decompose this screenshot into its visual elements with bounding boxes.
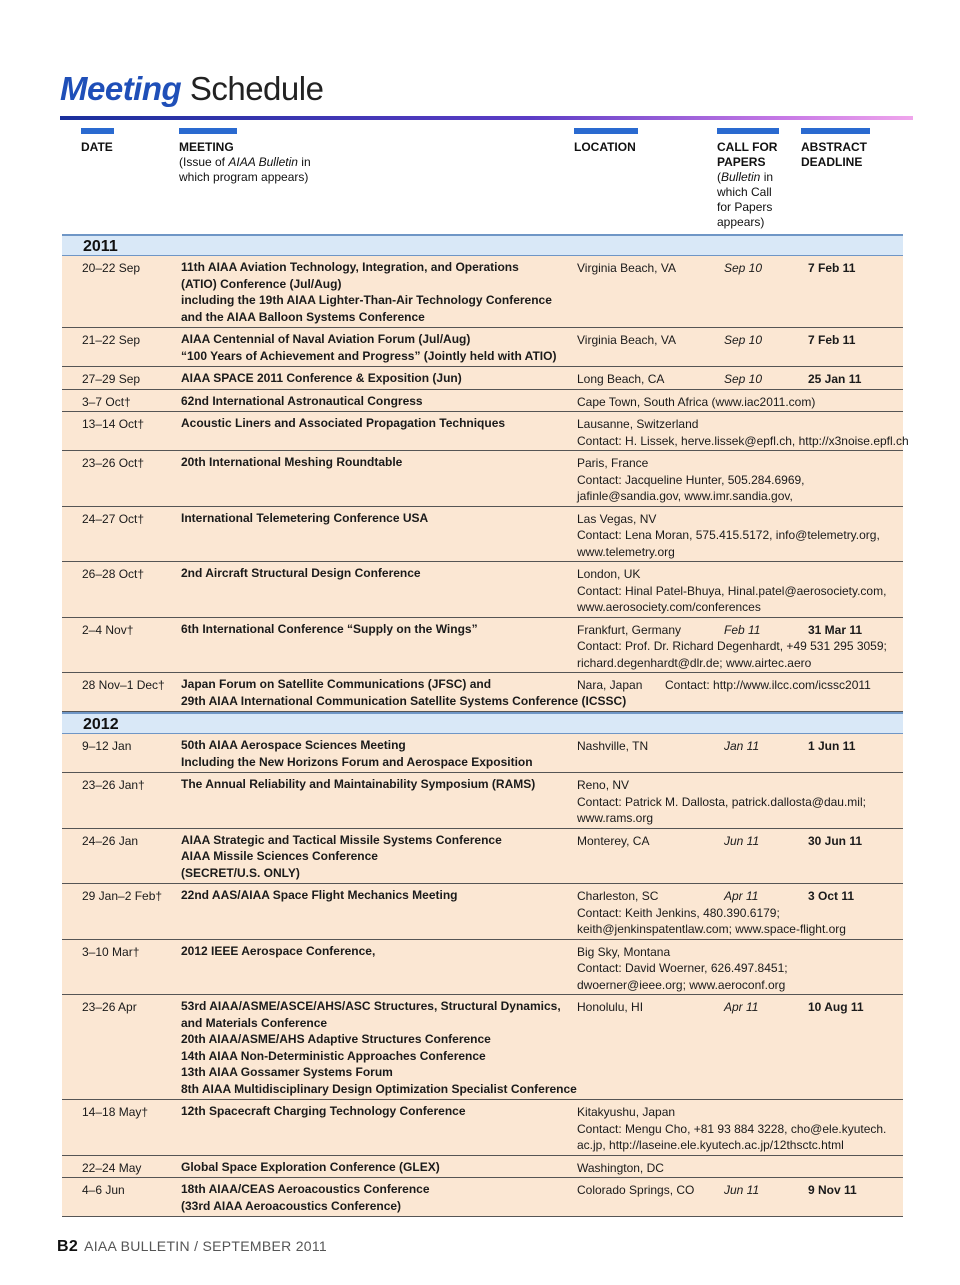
- year-header: 2012: [62, 712, 903, 734]
- meeting-line: Acoustic Liners and Associated Propagation Techniques: [181, 416, 506, 430]
- location-cell: [577, 371, 664, 388]
- date-cell: 3–7 Oct†: [82, 394, 131, 409]
- location-line: Contact: Patrick M. Dallosta, patrick.dallosta@dau.mil;: [577, 794, 866, 809]
- call-for-papers-cell: Apr 11: [724, 889, 759, 903]
- meeting-line: 13th AIAA Gossamer Systems Forum: [181, 1065, 393, 1079]
- meeting-cell: [181, 998, 577, 1097]
- location-line: Virginia Beach, VA: [577, 261, 676, 275]
- meeting-line: [181, 471, 571, 488]
- location-cell: [577, 1160, 664, 1177]
- meeting-line: 14th AIAA Non-Deterministic Approaches Conference: [181, 1048, 486, 1063]
- location-line: ac.jp, http://laseine.ele.kyutech.ac.jp/12thsctc.html: [577, 1138, 844, 1152]
- call-for-papers-cell: Jun 11: [724, 1183, 760, 1197]
- table-row: [62, 562, 903, 618]
- meeting-line: 11th AIAA Aviation Technology, Integration, and Operations: [181, 260, 519, 274]
- meeting-cell: [181, 737, 571, 770]
- meeting-line: [181, 432, 571, 449]
- location-line: Frankfurt, Germany: [577, 622, 682, 637]
- title-bold: Meeting: [60, 70, 182, 107]
- date-cell: 4–6 Jun: [82, 1183, 125, 1197]
- call-for-papers-cell: Jan 11: [724, 739, 760, 753]
- location-line: Contact: Lena Moran, 575.415.5172, info@telemetry.org,: [577, 528, 880, 542]
- date-cell: 20–22 Sep: [82, 261, 141, 275]
- table-row: [62, 451, 903, 507]
- date-cell: 2–4 Nov†: [82, 622, 134, 637]
- location-line: Washington, DC: [577, 1160, 664, 1175]
- footer-text: AIAA BULLETIN / SEPTEMBER 2011: [84, 1238, 328, 1254]
- table-row: [62, 995, 903, 1100]
- location-cell: [577, 394, 815, 411]
- meeting-cell: [181, 776, 571, 826]
- date-cell: 9–12 Jan: [82, 739, 132, 753]
- location-line: richard.degenhardt@dlr.de; www.airtec.aero: [577, 655, 812, 670]
- meeting-cell: [181, 565, 571, 615]
- meeting-line: [181, 487, 571, 504]
- meeting-cell: [181, 415, 571, 448]
- meeting-line: Japan Forum on Satellite Communications (JFSC) and: [181, 677, 492, 691]
- location-cell: [577, 1182, 694, 1199]
- schedule-table: [62, 234, 909, 1217]
- title-rule: [60, 116, 913, 120]
- location-line: jafinle@sandia.gov, www.imr.sandia.gov,: [577, 489, 793, 503]
- meeting-cell: [181, 1159, 571, 1176]
- meeting-line: Global Space Exploration Conference (GLEX): [181, 1159, 440, 1174]
- meeting-line: [181, 582, 571, 599]
- meeting-line: [181, 543, 571, 560]
- header-bar: [801, 128, 870, 134]
- date-cell: 3–10 Mar†: [82, 944, 140, 959]
- abstract-deadline-cell: 31 Mar 11: [808, 622, 863, 637]
- location-line: Long Beach, CA: [577, 372, 665, 386]
- contact-cell: Contact: http://www.ilcc.com/icssc2011: [665, 678, 871, 692]
- call-for-papers-cell: Sep 10: [724, 261, 763, 275]
- location-cell: [577, 332, 676, 349]
- meeting-cell: [181, 370, 571, 387]
- location-line: www.telemetry.org: [577, 544, 675, 559]
- date-cell: 24–27 Oct†: [82, 511, 145, 526]
- header-call-for-papers: CALL FOR PAPERS (Bulletin in which Call for Papers appears): [717, 128, 779, 230]
- abstract-deadline-cell: 30 Jun 11: [808, 833, 863, 848]
- location-line: www.aerosociety.com/conferences: [577, 600, 761, 614]
- meeting-line: 53rd AIAA/ASME/ASCE/AHS/ASC Structures, Structural Dynamics,: [181, 999, 561, 1013]
- location-cell: [577, 455, 805, 505]
- table-row: [62, 673, 903, 712]
- table-row: [62, 1178, 903, 1217]
- abstract-deadline-cell: 10 Aug 11: [808, 1000, 864, 1014]
- table-row: [62, 940, 903, 996]
- location-line: Reno, NV: [577, 778, 630, 792]
- meeting-cell: [181, 887, 571, 937]
- meeting-line: 2012 IEEE Aerospace Conference,: [181, 943, 376, 958]
- year-header: 2011: [62, 234, 903, 256]
- table-row: [62, 412, 909, 451]
- meeting-line: AIAA Missile Sciences Conference: [181, 849, 378, 863]
- date-cell: 14–18 May†: [82, 1105, 149, 1119]
- location-cell: [577, 511, 880, 561]
- location-line: Contact: Mengu Cho, +81 93 884 3228, cho@ele.kyutech.: [577, 1121, 887, 1136]
- location-cell: [577, 738, 648, 755]
- abstract-deadline-cell: 1 Jun 11: [808, 739, 856, 753]
- meeting-line: 50th AIAA Aerospace Sciences Meeting: [181, 738, 406, 752]
- header-bar: [574, 128, 638, 134]
- location-line: Paris, France: [577, 456, 649, 470]
- meeting-line: 2nd Aircraft Structural Design Conference: [181, 566, 421, 580]
- meeting-line: 20th AIAA/ASME/AHS Adaptive Structures Conference: [181, 1032, 491, 1046]
- abstract-deadline-cell: 7 Feb 11: [808, 333, 856, 347]
- header-abstract-deadline: ABSTRACT DEADLINE: [801, 128, 870, 170]
- table-row: [62, 1156, 903, 1179]
- meeting-line: and Materials Conference: [181, 1015, 328, 1030]
- page-footer: [57, 1238, 327, 1256]
- location-cell: [577, 260, 676, 277]
- date-cell: 22–24 May: [82, 1160, 142, 1175]
- date-cell: 26–28 Oct†: [82, 567, 145, 581]
- meeting-line: 12th Spacecraft Charging Technology Conference: [181, 1104, 466, 1118]
- header-bar: [717, 128, 779, 134]
- meeting-cell: [181, 1181, 571, 1214]
- meeting-line: (33rd AIAA Aeroacoustics Conference): [181, 1198, 402, 1213]
- abstract-deadline-cell: 25 Jan 11: [808, 372, 862, 386]
- location-line: Las Vegas, NV: [577, 511, 657, 526]
- date-cell: 13–14 Oct†: [82, 417, 145, 431]
- meeting-line: 29th AIAA International Communication Satellite Systems Conference (ICSSC): [181, 693, 627, 708]
- location-line: Monterey, CA: [577, 833, 650, 848]
- location-cell: [577, 999, 643, 1016]
- location-cell: [577, 566, 886, 616]
- location-line: Charleston, SC: [577, 889, 659, 903]
- location-line: Nashville, TN: [577, 739, 649, 753]
- table-row: [62, 390, 903, 413]
- header-location: LOCATION: [574, 128, 638, 155]
- location-line: London, UK: [577, 567, 641, 581]
- header-bar: [179, 128, 237, 134]
- call-for-papers-cell: Sep 10: [724, 372, 763, 386]
- meeting-line: [181, 1136, 571, 1153]
- meeting-line: [181, 526, 571, 543]
- header-bar: [81, 128, 114, 134]
- call-for-papers-cell: Feb 11: [724, 622, 761, 637]
- location-cell: [577, 777, 866, 827]
- location-line: Virginia Beach, VA: [577, 333, 676, 347]
- page-title: [60, 70, 323, 108]
- location-cell: [577, 416, 909, 449]
- meeting-line: (ATIO) Conference (Jul/Aug): [181, 276, 342, 291]
- date-cell: 24–26 Jan: [82, 833, 139, 848]
- date-cell: 23–26 Jan†: [82, 778, 145, 792]
- meeting-cell: [181, 832, 571, 882]
- meeting-line: [181, 1120, 571, 1137]
- meeting-cell: [181, 331, 571, 364]
- location-line: Honolulu, HI: [577, 1000, 644, 1014]
- location-line: Big Sky, Montana: [577, 944, 671, 959]
- meeting-line: 22nd AAS/AIAA Space Flight Mechanics Meeting: [181, 888, 458, 902]
- location-cell: [577, 677, 642, 694]
- meeting-cell: [181, 510, 571, 560]
- meeting-line: [181, 637, 571, 654]
- table-row: [62, 884, 903, 940]
- location-cell: [577, 1104, 886, 1154]
- meeting-line: including the 19th AIAA Lighter-Than-Air Technology Conference: [181, 293, 552, 307]
- location-line: Kitakyushu, Japan: [577, 1105, 676, 1119]
- meeting-line: [181, 793, 571, 810]
- table-row: [62, 328, 903, 367]
- meeting-line: International Telemetering Conference USA: [181, 510, 429, 525]
- abstract-deadline-cell: 3 Oct 11: [808, 889, 855, 903]
- table-row: [62, 829, 903, 885]
- meeting-line: “100 Years of Achievement and Progress” (Jointly held with ATIO): [181, 348, 557, 363]
- meeting-line: 18th AIAA/CEAS Aeroacoustics Conference: [181, 1182, 430, 1196]
- meeting-cell: [181, 393, 571, 410]
- location-line: Nara, Japan: [577, 678, 643, 692]
- location-line: Lausanne, Switzerland: [577, 417, 699, 431]
- meeting-line: [181, 904, 571, 921]
- meeting-line: Including the New Horizons Forum and Aerospace Exposition: [181, 754, 533, 769]
- call-for-papers-cell: Apr 11: [724, 1000, 759, 1014]
- location-cell: [577, 944, 788, 994]
- meeting-cell: [181, 259, 571, 325]
- meeting-line: 8th AIAA Multidisciplinary Design Optimization Specialist Conference: [181, 1081, 577, 1096]
- meeting-cell: [181, 1103, 571, 1153]
- location-cell: [577, 888, 846, 938]
- date-cell: 27–29 Sep: [82, 372, 141, 386]
- meeting-line: [181, 959, 571, 976]
- meeting-cell: [181, 943, 571, 993]
- call-for-papers-cell: Jun 11: [724, 833, 760, 848]
- meeting-line: 6th International Conference “Supply on the Wings”: [181, 621, 478, 636]
- meeting-line: [181, 920, 571, 937]
- location-cell: [577, 833, 649, 850]
- location-line: Contact: Jacqueline Hunter, 505.284.6969,: [577, 472, 805, 487]
- location-line: Contact: David Woerner, 626.497.8451;: [577, 961, 788, 975]
- header-date: DATE: [81, 128, 114, 155]
- location-line: keith@jenkinspatentlaw.com; www.space-flight.org: [577, 922, 846, 936]
- call-for-papers-cell: Sep 10: [724, 333, 763, 347]
- meeting-line: 62nd International Astronautical Congress: [181, 393, 423, 408]
- meeting-line: The Annual Reliability and Maintainability Symposium (RAMS): [181, 777, 536, 791]
- location-line: Cape Town, South Africa (www.iac2011.com): [577, 394, 816, 409]
- table-row: [62, 618, 903, 674]
- meeting-cell: [181, 454, 571, 504]
- meeting-line: AIAA SPACE 2011 Conference & Exposition (Jun): [181, 371, 462, 385]
- meeting-line: AIAA Centennial of Naval Aviation Forum (Jul/Aug): [181, 332, 471, 346]
- meeting-line: [181, 976, 571, 993]
- table-row: [62, 367, 903, 390]
- location-line: Contact: Hinal Patel-Bhuya, Hinal.patel@aerosociety.com,: [577, 583, 887, 598]
- meeting-line: [181, 654, 571, 671]
- location-line: Contact: H. Lissek, herve.lissek@epfl.ch, http://x3noise.epfl.ch: [577, 433, 909, 448]
- table-row: [62, 734, 903, 773]
- table-row: [62, 256, 903, 328]
- meeting-line: (SECRET/U.S. ONLY): [181, 865, 300, 880]
- location-line: www.rams.org: [577, 811, 654, 825]
- title-light: Schedule: [189, 70, 324, 107]
- date-cell: 29 Jan–2 Feb†: [82, 889, 163, 903]
- page-number: B2: [57, 1238, 79, 1255]
- date-cell: 21–22 Sep: [82, 333, 141, 347]
- meeting-line: [181, 598, 571, 615]
- abstract-deadline-cell: 7 Feb 11: [808, 261, 856, 275]
- header-meeting: MEETING (Issue of AIAA Bulletin in which program appears): [179, 128, 369, 185]
- meeting-line: [181, 809, 571, 826]
- meeting-cell: [181, 621, 571, 671]
- date-cell: 23–26 Apr: [82, 1000, 137, 1014]
- meeting-line: and the AIAA Balloon Systems Conference: [181, 309, 425, 324]
- location-line: dwoerner@ieee.org; www.aeroconf.org: [577, 977, 786, 992]
- location-line: Contact: Prof. Dr. Richard Degenhardt, +49 531 295 3059;: [577, 639, 887, 653]
- table-row: [62, 773, 903, 829]
- meeting-line: 20th International Meshing Roundtable: [181, 455, 403, 469]
- table-row: [62, 1100, 903, 1156]
- abstract-deadline-cell: 9 Nov 11: [808, 1183, 857, 1197]
- location-line: Colorado Springs, CO: [577, 1183, 695, 1197]
- location-line: Contact: Keith Jenkins, 480.390.6179;: [577, 905, 780, 920]
- date-cell: 23–26 Oct†: [82, 456, 145, 470]
- table-row: [62, 507, 903, 563]
- meeting-line: AIAA Strategic and Tactical Missile Systems Conference: [181, 832, 502, 847]
- date-cell: 28 Nov–1 Dec†: [82, 678, 165, 692]
